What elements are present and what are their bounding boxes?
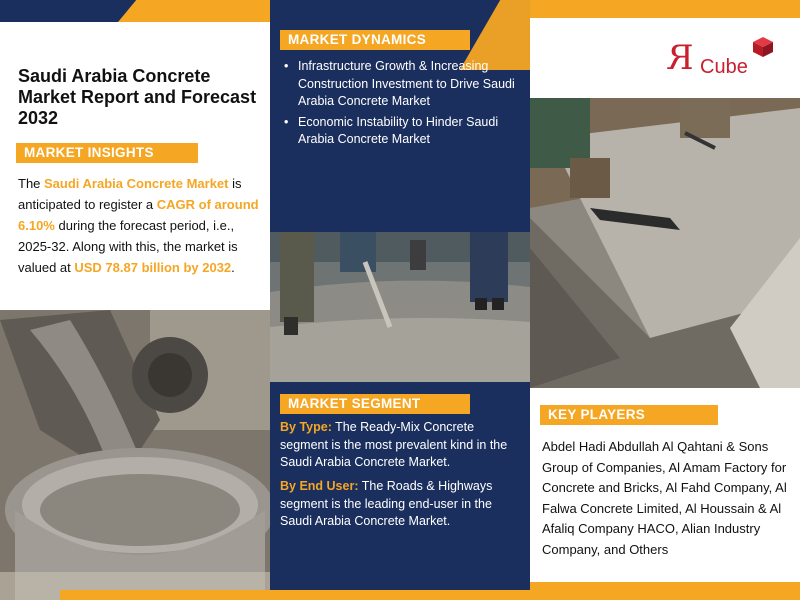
decorative-band [530,0,800,18]
decorative-band [530,582,800,600]
trowel-illustration [530,98,800,388]
logo-word: Cube [700,56,748,78]
rcube-logo [668,36,778,82]
decorative-band [60,590,270,600]
concrete-trowel-photo [530,98,800,388]
middle-panel [270,0,530,600]
workers-spreading-concrete-photo [270,232,530,382]
market-dynamics-heading: MARKET DYNAMICS [280,30,470,50]
concrete-pour-photo [0,310,270,600]
text-fragment: . [231,260,235,275]
highlight-market-value: USD 78.87 billion by 2032 [74,260,232,275]
dynamics-item: • Infrastructure Growth & Increasing Construction Investment to Drive Saudi Arabia Concrete Market [284,58,524,111]
market-insights-heading: MARKET INSIGHTS [16,143,198,163]
key-players-heading: KEY PLAYERS [540,405,718,425]
concrete-pour-illustration [0,310,270,600]
segment-type-text: The Ready-Mix Concrete segment is the most prevalent kind in the Saudi Arabia Concrete Market. [280,420,508,469]
cube-icon [752,36,774,58]
segment-user-label: By End User: [280,479,359,493]
right-panel [530,0,800,600]
segment-user-text: The Roads & Highways segment is the leading end-user in the Saudi Arabia Concrete Market. [280,479,493,528]
market-dynamics-list [284,58,524,152]
segment-by-end-user [280,478,524,531]
decorative-band [118,0,270,22]
key-players-text: Abdel Hadi Abdullah Al Qahtani & Sons Group of Companies, Al Amam Factory for Concrete and Bricks, Al Fahd Company, Al Falwa Concrete Limited, Al Houssain & Al Afaliq Company HACO, Alian Industry Company, and Others [542,439,787,557]
text-fragment: The [18,176,45,191]
market-insights-text [18,173,266,278]
highlight-cagr: CAGR of around 6.10% [18,197,259,233]
segment-type-label: By Type: [280,420,332,434]
segment-by-type [280,419,524,472]
left-panel [0,0,270,600]
workers-illustration [270,232,530,382]
report-title: Saudi Arabia Concrete Market Report and Forecast 2032 [18,66,257,128]
highlight-market-name: Saudi Arabia Concrete Market [44,176,229,191]
logo-letter: R [668,38,694,78]
text-fragment: during the forecast period, i.e., 2025-32. Along with this, the market is valued at [18,218,238,275]
decorative-band [270,590,530,600]
text-fragment: is anticipated to register a [18,176,242,212]
dynamics-item: • Economic Instability to Hinder Saudi Arabia Concrete Market [284,114,524,149]
market-segment-heading: MARKET SEGMENT [280,394,470,414]
